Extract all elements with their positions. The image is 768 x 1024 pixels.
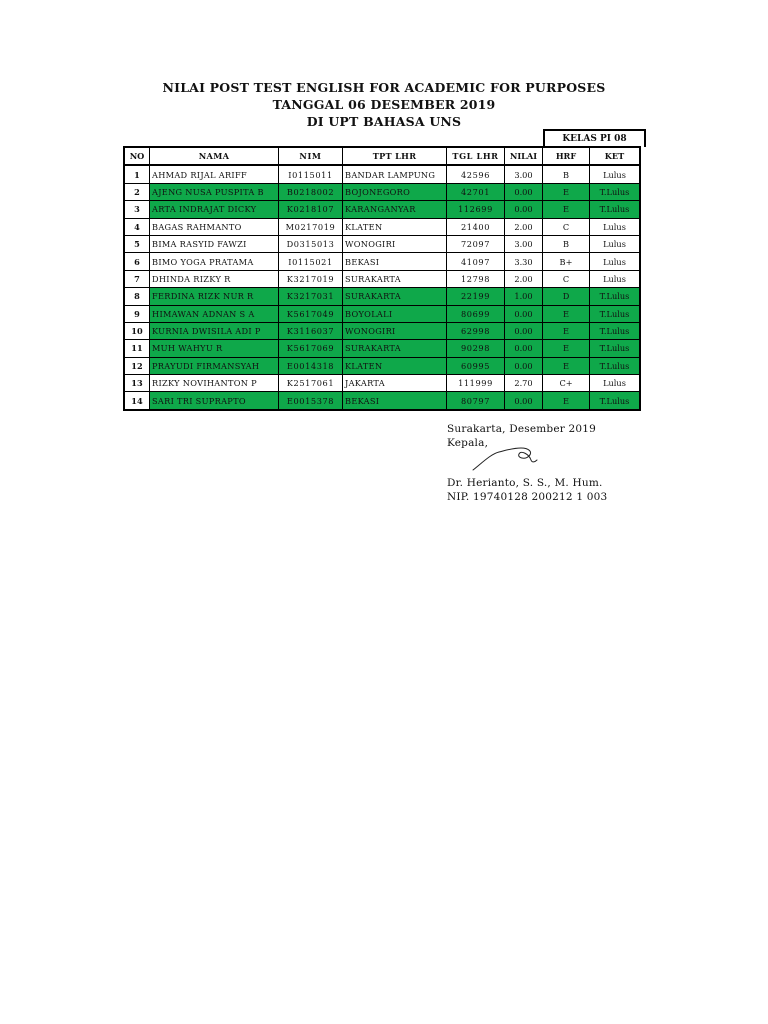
cell-nilai: 2.70 — [505, 375, 543, 392]
cell-nilai: 0.00 — [505, 357, 543, 374]
cell-no: 4 — [124, 218, 150, 235]
title-line-2: TANGGAL 06 DESEMBER 2019 — [272, 97, 496, 112]
header-hrf: HRF — [543, 147, 590, 165]
header-no: NO — [124, 147, 150, 165]
cell-tpt-lhr: BOJONEGORO — [343, 183, 447, 200]
cell-nim: K3116037 — [279, 322, 343, 339]
signer-name: Dr. Herianto, S. S., M. Hum. — [447, 477, 603, 489]
cell-no: 5 — [124, 235, 150, 252]
table-row — [124, 201, 640, 218]
cell-ket: Lulus — [590, 270, 641, 287]
header-nim: NIM — [279, 147, 343, 165]
cell-no: 1 — [124, 165, 150, 183]
cell-nilai: 1.00 — [505, 288, 543, 305]
cell-nim: D0315013 — [279, 235, 343, 252]
cell-tgl-lhr: 42701 — [447, 183, 505, 200]
table-row — [124, 270, 640, 287]
table-row — [124, 218, 640, 235]
title-line-1: NILAI POST TEST ENGLISH FOR ACADEMIC FOR PURPOSES — [162, 80, 606, 95]
cell-ket: Lulus — [590, 165, 641, 183]
cell-ket: T.Lulus — [590, 288, 641, 305]
signer-role: Kepala, — [447, 437, 489, 449]
cell-tpt-lhr: JAKARTA — [343, 375, 447, 392]
cell-no: 11 — [124, 340, 150, 357]
cell-hrf: E — [543, 340, 590, 357]
header-nama: NAMA — [150, 147, 279, 165]
cell-ket: T.Lulus — [590, 357, 641, 374]
cell-hrf: B+ — [543, 253, 590, 270]
signature-block — [447, 422, 607, 504]
cell-ket: T.Lulus — [590, 183, 641, 200]
header-tgl-lhr: TGL LHR — [447, 147, 505, 165]
cell-nilai: 0.00 — [505, 305, 543, 322]
cell-nama: BIMA RASYID FAWZI — [150, 235, 279, 252]
cell-no: 2 — [124, 183, 150, 200]
cell-nama: BIMO YOGA PRATAMA — [150, 253, 279, 270]
table-row — [124, 235, 640, 252]
cell-no: 12 — [124, 357, 150, 374]
cell-nama: SARI TRI SUPRAPTO — [150, 392, 279, 410]
cell-hrf: B — [543, 165, 590, 183]
cell-ket: T.Lulus — [590, 340, 641, 357]
cell-nim: M0217019 — [279, 218, 343, 235]
table-row — [124, 357, 640, 374]
cell-tpt-lhr: BANDAR LAMPUNG — [343, 165, 447, 183]
cell-nama: PRAYUDI FIRMANSYAH — [150, 357, 279, 374]
cell-tgl-lhr: 90298 — [447, 340, 505, 357]
table-header-row — [124, 147, 640, 165]
cell-tpt-lhr: KLATEN — [343, 218, 447, 235]
cell-hrf: E — [543, 322, 590, 339]
cell-tgl-lhr: 41097 — [447, 253, 505, 270]
cell-no: 9 — [124, 305, 150, 322]
table-row — [124, 288, 640, 305]
cell-nama: HIMAWAN ADNAN S A — [150, 305, 279, 322]
cell-tpt-lhr: SURAKARTA — [343, 340, 447, 357]
cell-nilai: 3.30 — [505, 253, 543, 270]
cell-nilai: 0.00 — [505, 201, 543, 218]
cell-nilai: 3.00 — [505, 235, 543, 252]
grades-table — [123, 146, 641, 411]
cell-ket: Lulus — [590, 253, 641, 270]
cell-nama: MUH WAHYU R — [150, 340, 279, 357]
cell-nama: KURNIA DWISILA ADI P — [150, 322, 279, 339]
cell-tgl-lhr: 60995 — [447, 357, 505, 374]
table-row — [124, 322, 640, 339]
cell-nama: FERDINA RIZK NUR R — [150, 288, 279, 305]
table-row — [124, 253, 640, 270]
cell-hrf: E — [543, 183, 590, 200]
cell-tpt-lhr: WONOGIRI — [343, 235, 447, 252]
cell-nim: K2517061 — [279, 375, 343, 392]
cell-tgl-lhr: 42596 — [447, 165, 505, 183]
cell-nim: K3217019 — [279, 270, 343, 287]
cell-tpt-lhr: SURAKARTA — [343, 270, 447, 287]
cell-tgl-lhr: 21400 — [447, 218, 505, 235]
cell-tgl-lhr: 62998 — [447, 322, 505, 339]
cell-ket: T.Lulus — [590, 201, 641, 218]
place-date: Surakarta, Desember 2019 — [447, 423, 597, 435]
cell-nama: RIZKY NOVIHANTON P — [150, 375, 279, 392]
cell-nim: K0218107 — [279, 201, 343, 218]
header-tpt-lhr: TPT LHR — [343, 147, 447, 165]
cell-hrf: C — [543, 218, 590, 235]
cell-nilai: 3.00 — [505, 165, 543, 183]
cell-hrf: C+ — [543, 375, 590, 392]
cell-ket: T.Lulus — [590, 392, 641, 410]
table-row — [124, 375, 640, 392]
cell-nim: E0014318 — [279, 357, 343, 374]
cell-hrf: E — [543, 357, 590, 374]
cell-tgl-lhr: 80699 — [447, 305, 505, 322]
cell-nama: BAGAS RAHMANTO — [150, 218, 279, 235]
handwritten-signature — [469, 444, 539, 474]
cell-nim: B0218002 — [279, 183, 343, 200]
cell-nama: AJENG NUSA PUSPITA B — [150, 183, 279, 200]
cell-no: 7 — [124, 270, 150, 287]
document-title — [0, 79, 768, 130]
cell-tpt-lhr: BEKASI — [343, 253, 447, 270]
cell-ket: T.Lulus — [590, 322, 641, 339]
cell-ket: Lulus — [590, 375, 641, 392]
cell-hrf: C — [543, 270, 590, 287]
class-label: KELAS PI 08 — [543, 129, 646, 147]
table-row — [124, 165, 640, 183]
cell-nim: K5617049 — [279, 305, 343, 322]
cell-nim: K3217031 — [279, 288, 343, 305]
cell-hrf: B — [543, 235, 590, 252]
cell-no: 8 — [124, 288, 150, 305]
cell-tpt-lhr: WONOGIRI — [343, 322, 447, 339]
cell-tpt-lhr: BOYOLALI — [343, 305, 447, 322]
cell-hrf: E — [543, 201, 590, 218]
title-line-3: DI UPT BAHASA UNS — [306, 114, 462, 129]
cell-nama: ARTA INDRAJAT DICKY — [150, 201, 279, 218]
cell-tgl-lhr: 72097 — [447, 235, 505, 252]
cell-hrf: E — [543, 305, 590, 322]
cell-ket: Lulus — [590, 235, 641, 252]
cell-no: 13 — [124, 375, 150, 392]
cell-nim: K5617069 — [279, 340, 343, 357]
header-ket: KET — [590, 147, 641, 165]
cell-no: 10 — [124, 322, 150, 339]
cell-tpt-lhr: KLATEN — [343, 357, 447, 374]
cell-tgl-lhr: 80797 — [447, 392, 505, 410]
cell-tgl-lhr: 12798 — [447, 270, 505, 287]
cell-nilai: 0.00 — [505, 322, 543, 339]
cell-ket: T.Lulus — [590, 305, 641, 322]
cell-nama: DHINDA RIZKY R — [150, 270, 279, 287]
cell-nim: I0115021 — [279, 253, 343, 270]
cell-ket: Lulus — [590, 218, 641, 235]
cell-no: 6 — [124, 253, 150, 270]
cell-tpt-lhr: SURAKARTA — [343, 288, 447, 305]
cell-tgl-lhr: 111999 — [447, 375, 505, 392]
table-row — [124, 340, 640, 357]
cell-hrf: E — [543, 392, 590, 410]
cell-nilai: 0.00 — [505, 183, 543, 200]
cell-nilai: 2.00 — [505, 270, 543, 287]
cell-hrf: D — [543, 288, 590, 305]
cell-nim: I0115011 — [279, 165, 343, 183]
cell-tgl-lhr: 112699 — [447, 201, 505, 218]
table-row — [124, 183, 640, 200]
signer-nip: NIP. 19740128 200212 1 003 — [447, 491, 608, 503]
cell-no: 14 — [124, 392, 150, 410]
cell-nilai: 2.00 — [505, 218, 543, 235]
cell-nama: AHMAD RIJAL ARIFF — [150, 165, 279, 183]
table-row — [124, 305, 640, 322]
header-nilai: NILAI — [505, 147, 543, 165]
cell-no: 3 — [124, 201, 150, 218]
table-row — [124, 392, 640, 410]
cell-nilai: 0.00 — [505, 392, 543, 410]
cell-tpt-lhr: BEKASI — [343, 392, 447, 410]
cell-tgl-lhr: 22199 — [447, 288, 505, 305]
cell-nim: E0015378 — [279, 392, 343, 410]
cell-nilai: 0.00 — [505, 340, 543, 357]
cell-tpt-lhr: KARANGANYAR — [343, 201, 447, 218]
table-body — [124, 165, 640, 409]
